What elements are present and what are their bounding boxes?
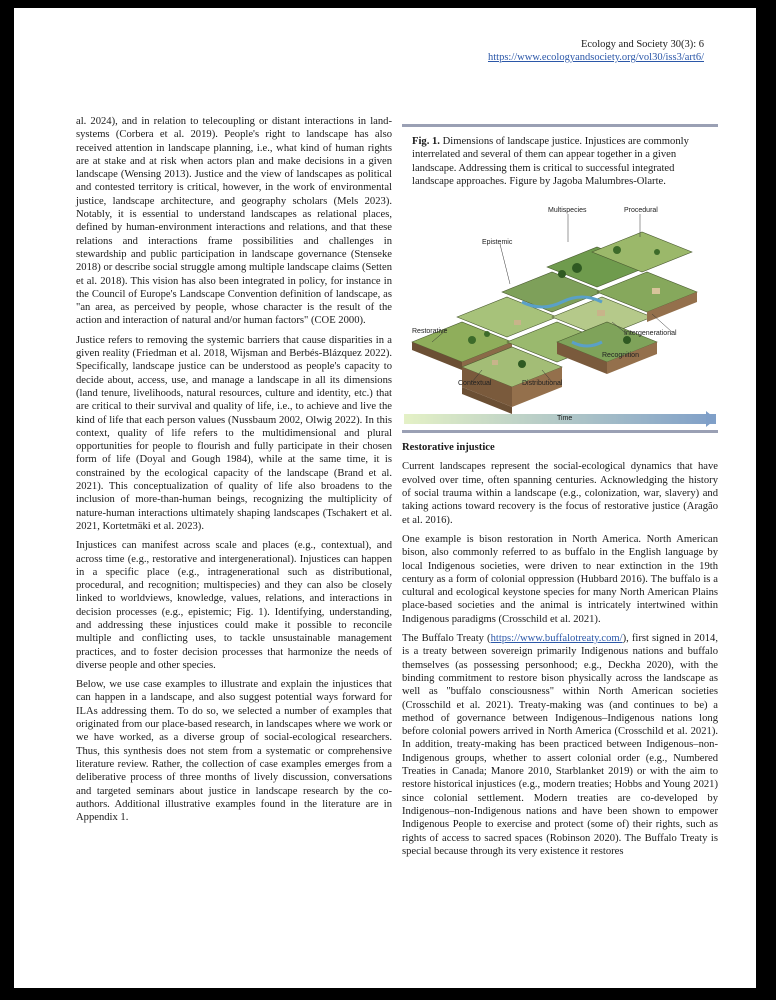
section-heading-restorative-injustice: Restorative injustice <box>402 442 495 454</box>
paragraph: Justice refers to removing the systemic barriers that cause disparities in a given reality (Friedman et al. 2018, Wijsman and Berbés-Blázquez 2022). Specifically, landscape justice can be understood as people's capacity to decide about, access, use, and manage a landscape in all its dimensions (land tenure, livelihoods, natural resources, culture and identity, etc.) that are critical to their survival and quality of life, i.e., to achieve and live the kind of life that each person values (Nussbaum 2002, Olwig 2022). In this context, quality of life refers to the multidimensional and plural opportunities for people to flourish and fully participate in their chosen form of life (Doyal and Gough 1984), while at the same time, it is constrained by the ecological capacity of the landscape (Brand et al. 2021). This conceptualization of quality of life also broadens to the inclusion of more-than-human beings, recognizing the multiplicity of nature-human interactions ultimately shaping landscapes (Tschakert et al. 2021, Kortetmäki et al. 2023). <box>76 334 392 532</box>
label-recognition: Recognition <box>602 352 639 360</box>
figure-number: Fig. 1. <box>412 136 440 147</box>
label-contextual: Contextual <box>458 380 492 388</box>
label-time: Time <box>557 415 573 423</box>
right-column <box>402 124 718 864</box>
caption-bottom-rule <box>402 430 718 433</box>
text-run: ), first signed in 2014, is a treaty between sovereign primarily Indigenous nations and buffalo themselves (as possessing personhood; e.g., Deckha 2020), with the binding commitment to restore bison physically across the landscape as well as "buffalo consciousness" within North American societies (Crosschild et al. 2021). Treaty-making was (and continues to be) a method of governance between Indigenous–Indigenous nations long before colonial powers arrived in North America (Crosschild et al. 2021). In addition, treaty-making has been practiced between Indigenous–non-Indigenous groups, whether to assert colonial order (e.g., Numbered Treaties in Canada; Manore 2010, Starblanket 2019) or with the aim to restore historical injustices (e.g., modern treaties; Hobbs and Young 2021) since colonial settlement. Modern treaties are co-developed by Indigenous–non-Indigenous nations and have been shown to empower Indigenous People to exercise and protect (some of) their rights, such as rights of access to sacred spaces (Robinson 2020). The Buffalo Treaty is special because through its very existence it restores <box>402 633 718 857</box>
text-run: The Buffalo Treaty ( <box>402 633 491 645</box>
figure-landscape-justice <box>402 192 718 428</box>
label-multispecies: Multispecies <box>548 207 587 215</box>
buffalo-treaty-link[interactable]: https://www.buffalotreaty.com/ <box>490 633 623 645</box>
isometric-landscape-illustration <box>402 192 718 428</box>
paragraph: Injustices can manifest across scale and places (e.g., contextual), and across time (e.g., restorative and intergenerational). Injustices can happen in a specific place (e.g., intragenerational such as distributional, procedural, and recognition; multispecies) and they can also be closely linked to worldviews, knowledge, values, relations, and interactions in decision processes (e.g., epistemic; Fig. 1). Identifying, understanding, and addressing these injustices could make it possible to reconcile multiple and conflicting uses, to tackle unsustainable management practices, and to foster decision processes that harmonize the needs of diverse people and other species. <box>76 540 392 671</box>
label-epistemic: Epistemic <box>482 239 513 247</box>
label-procedural: Procedural <box>624 207 658 215</box>
paragraph: Current landscapes represent the social-ecological dynamics that have evolved over time, often spanning centuries. Acknowledging the history of social trauma within a landscape (e.g., colonization, war, slavery) and taking actions toward recovery is the focus of restorative justice (Aragão et al. 2016). <box>402 461 718 526</box>
paragraph: One example is bison restoration in North America. North American bison, also commonly referred to as buffalo in the English language by local Indigenous societies, were driven to near extinction in the 19th century as a form of colonial oppression (Hubbard 2016). The buffalo is a cultural and ecological keystone species for many North American Plains place-based societies and the animal is intricately intertwined within Indigenous paradigms (Crosschild et al. 2021). <box>402 533 718 625</box>
left-column <box>76 115 392 830</box>
caption-top-rule <box>402 124 718 127</box>
running-header <box>488 38 704 64</box>
figure-caption <box>412 135 708 188</box>
label-intergenerational: Intergenerational <box>624 330 677 338</box>
paragraph: Below, we use case examples to illustrate and explain the injustices that can happen in a landscape, and also suggest potential ways forward for ILAs addressing them. To do so, we selected a number of examples that originated from our place-based research, in landscapes where we work or we have worked, as a diverse group of social-ecological researchers. Thus, this synthesis does not stem from a systematic or comprehensive literature review. Rather, the collection of case examples emerges from a deliberative process of three months of lively discussion, conversations and targeted seminars about justice in landscape research by the co-authors. Additional illustrative examples found in the literature are in Appendix 1. <box>76 679 392 824</box>
label-restorative: Restorative <box>412 328 448 336</box>
journal-citation: Ecology and Society 30(3): 6 <box>580 39 704 50</box>
paragraph: al. 2024), and in relation to telecoupling or distant interactions in land-systems (Corbera et al. 2019). People's right to landscape has also received attention in landscape planning, i.e., what kind of human rights are at stake and at risk when actors plan and make decisions in a given landscape (Wensing 2013). Justice and the view of landscapes as political and contested territory is critical, however, in the work of environmental justice, landscape architecture, and geography scholars (Mels 2023). Notably, it is essential to understand landscapes as relational places, defined by human-environment interactions and relations, and that these relations and interactions frame possibilities and challenges in stewardship and public participation in landscape governance (Stenseke 2018) or describe social struggle among multiple landscape claims (Setten et al. 2018). This vision has also been integrated in policy, for instance in the Council of Europe's Landscape Convention definition of landscape, as "an area, as perceived by people, whose character is the result of the action and interaction of natural and/or human factors" (COE 2000). <box>76 116 392 327</box>
paper-page <box>14 8 756 988</box>
paragraph <box>402 632 718 858</box>
article-url-link[interactable]: https://www.ecologyandsociety.org/vol30/iss3/art6/ <box>487 52 704 63</box>
label-distributional: Distributional <box>522 380 563 388</box>
figure-caption-text: Dimensions of landscape justice. Injustices are commonly interrelated and several of them can appear together in a given landscape. Addressing them is critical to successful integrated landscape approaches. Figure by Jagoba Malumbres-Olarte. <box>412 136 689 187</box>
